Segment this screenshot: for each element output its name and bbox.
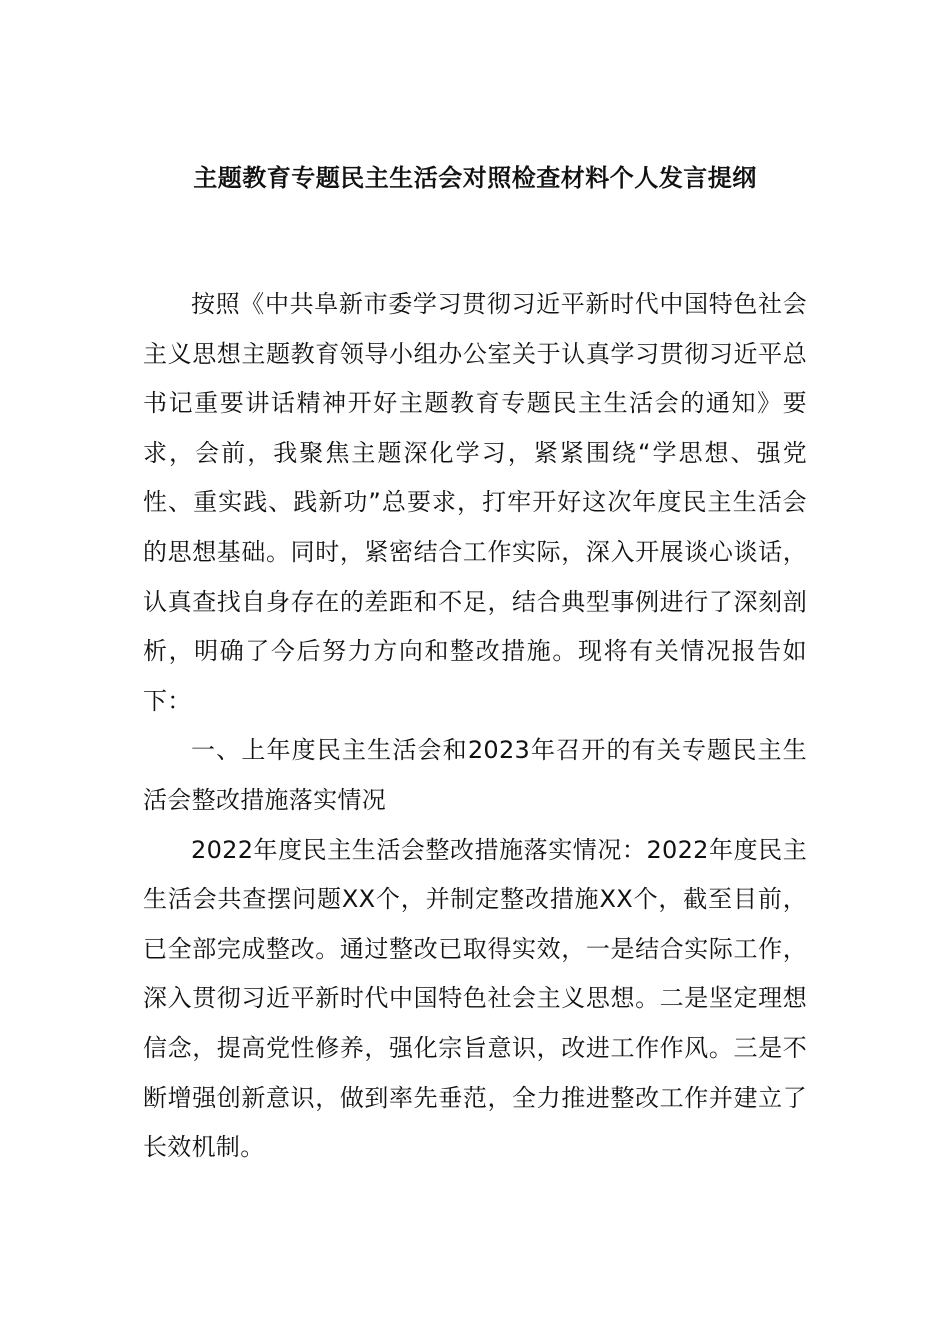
paragraph-rectification-status: 2022年度民主生活会整改措施落实情况：2022年度民主生活会共查摆问题XX个，并制定整改措施XX个，截至目前，已全部完成整改。通过整改已取得实效，一是结合实际工作，深入贯彻习近平新时代中国特色社会主义思想。二是坚定理想信念，提高党性修养，强化宗旨意识，改进工作作风。三是不断增强创新意识，做到率先垂范，全力推进整改工作并建立了长效机制。 xyxy=(143,835,807,1162)
document-title: 主题教育专题民主生活会对照检查材料个人发言提纲 xyxy=(193,164,757,192)
document-body xyxy=(143,280,807,1173)
paragraph-intro: 按照《中共阜新市委学习贯彻习近平新时代中国特色社会主义思想主题教育领导小组办公室关于认真学习贯彻习近平总书记重要讲话精神开好主题教育专题民主生活会的通知》要求，会前，我聚焦主题深化学习，紧紧围绕“学思想、强党性、重实践、践新功”总要求，打牢开好这次年度民主生活会的思想基础。同时，紧密结合工作实际，深入开展谈心谈话，认真查找自身存在的差距和不足，结合典型事例进行了深刻剖析，明确了今后努力方向和整改措施。现将有关情况报告如下： xyxy=(143,290,807,715)
paragraph-section-heading: 一、上年度民主生活会和2023年召开的有关专题民主生活会整改措施落实情况 xyxy=(143,736,807,814)
